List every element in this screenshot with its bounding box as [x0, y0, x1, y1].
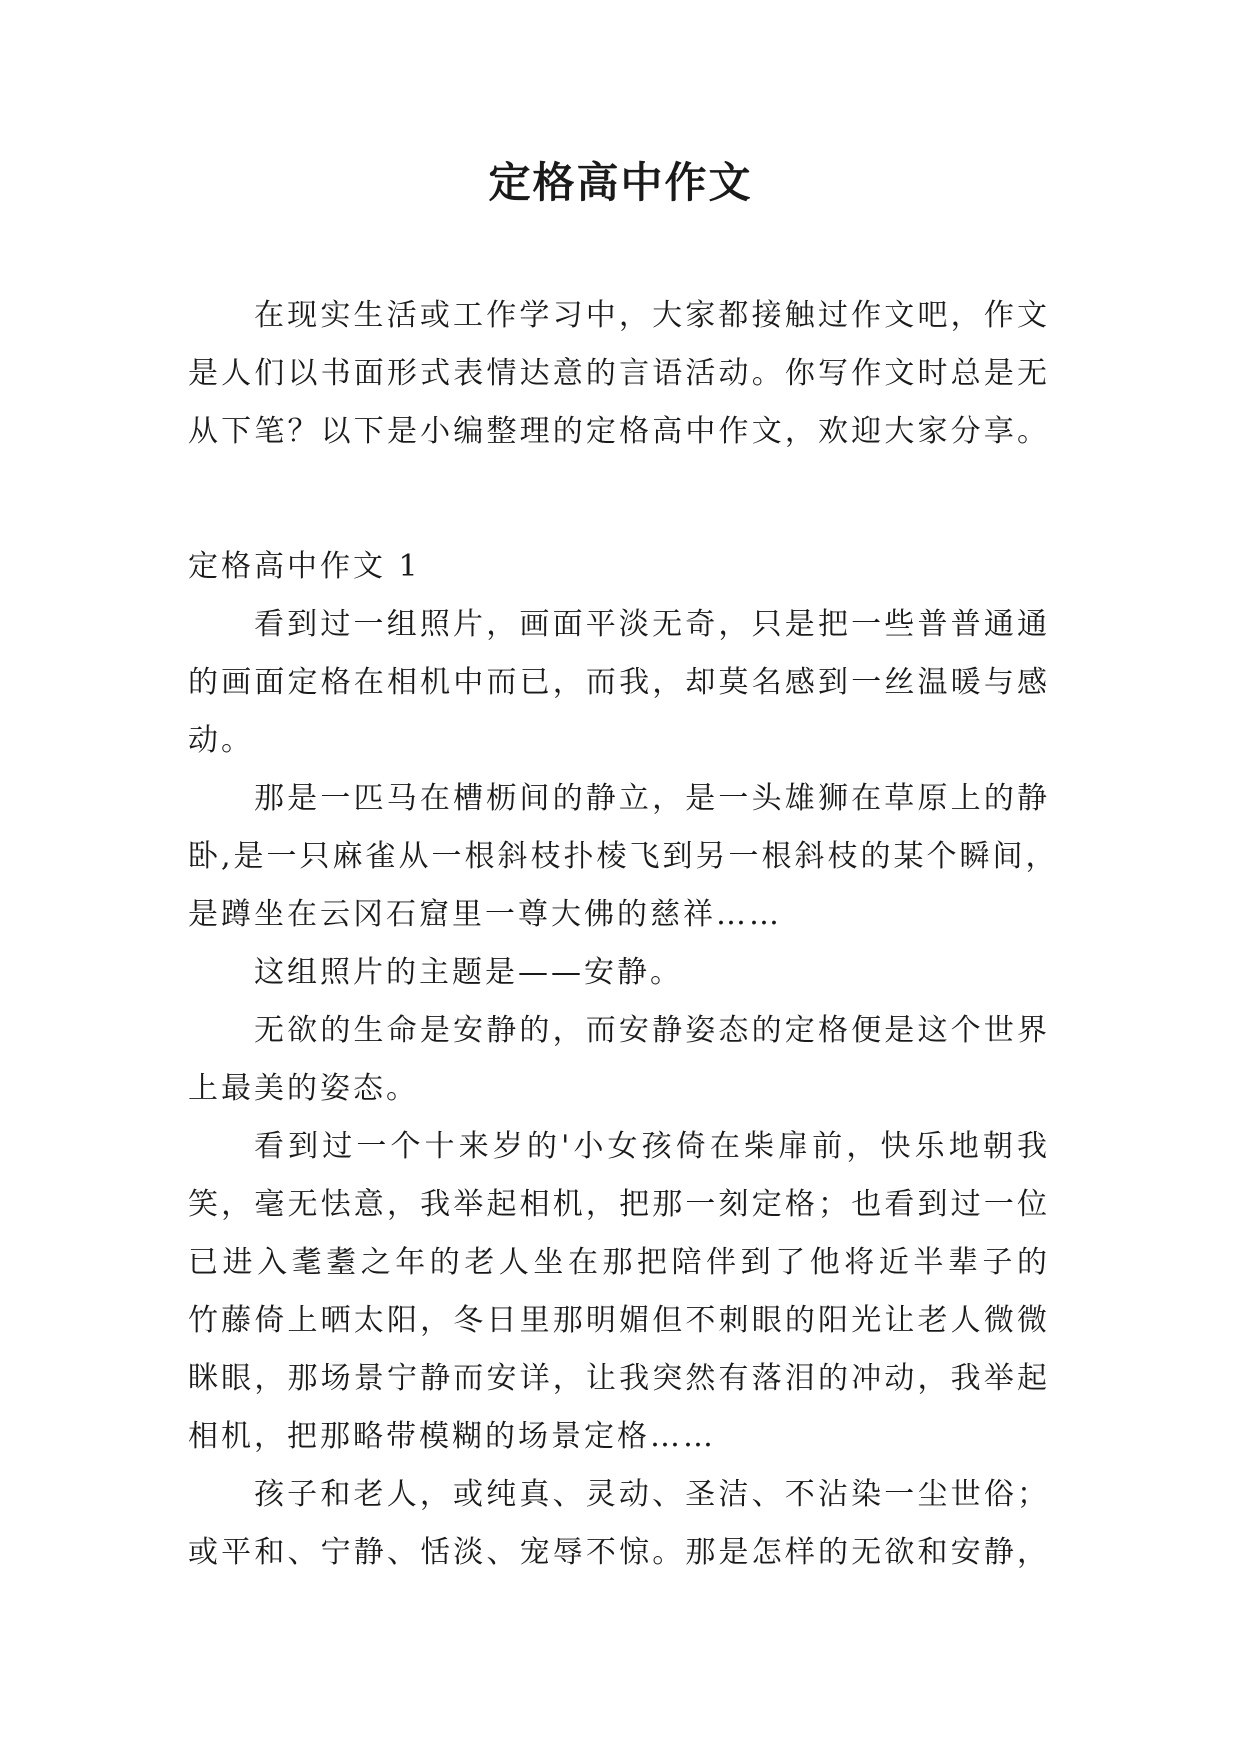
section-heading: 定格高中作文 1: [188, 549, 421, 584]
text-line: 是蹲坐在云冈石窟里一尊大佛的慈祥……: [188, 897, 782, 932]
document-body: [188, 287, 1059, 1582]
document-title: 定格高中作文: [488, 158, 753, 207]
text-line: 动。: [188, 723, 254, 758]
text-line: 从下笔？以下是小编整理的定格高中作文，欢迎大家分享。: [188, 414, 1050, 449]
body-paragraph: [188, 1466, 1050, 1582]
text-line: 看到过一个十来岁的'小女孩倚在柴扉前，快乐地朝我: [254, 1129, 1050, 1164]
body-paragraph: [188, 596, 1050, 770]
intro-paragraph: [188, 287, 1050, 461]
body-paragraph: [188, 1118, 1050, 1466]
text-line: 眯眼，那场景宁静而安详，让我突然有落泪的冲动，我举起: [188, 1361, 1050, 1396]
text-line: 孩子和老人，或纯真、灵动、圣洁、不沾染一尘世俗；: [254, 1477, 1050, 1512]
text-line: 的画面定格在相机中而已，而我，却莫名感到一丝温暖与感: [188, 665, 1050, 700]
body-paragraph: [188, 944, 1050, 1002]
text-line: 这组照片的主题是——安静。: [254, 955, 683, 990]
text-line: 那是一匹马在槽枥间的静立，是一头雄狮在草原上的静: [254, 781, 1050, 816]
text-line: 是人们以书面形式表情达意的言语活动。你写作文时总是无: [188, 356, 1050, 391]
text-line: 已进入耄耋之年的老人坐在那把陪伴到了他将近半辈子的: [188, 1245, 1050, 1280]
text-line: 笑，毫无怯意，我举起相机，把那一刻定格；也看到过一位: [188, 1187, 1050, 1222]
text-line: 或平和、宁静、恬淡、宠辱不惊。那是怎样的无欲和安静，: [188, 1535, 1050, 1570]
text-line: 看到过一组照片，画面平淡无奇，只是把一些普普通通: [254, 607, 1050, 642]
body-paragraph: [188, 1002, 1050, 1118]
spacer: [188, 461, 1050, 538]
text-line: 无欲的生命是安静的，而安静姿态的定格便是这个世界: [254, 1013, 1050, 1048]
text-line: 卧,是一只麻雀从一根斜枝扑棱飞到另一根斜枝的某个瞬间，: [188, 839, 1059, 874]
text-line: 在现实生活或工作学习中，大家都接触过作文吧，作文: [254, 298, 1050, 333]
text-line: 上最美的姿态。: [188, 1071, 419, 1106]
body-paragraph: [188, 770, 1059, 944]
text-line: 相机，把那略带模糊的场景定格……: [188, 1419, 716, 1454]
text-line: 竹藤倚上晒太阳，冬日里那明媚但不刺眼的阳光让老人微微: [188, 1303, 1050, 1338]
